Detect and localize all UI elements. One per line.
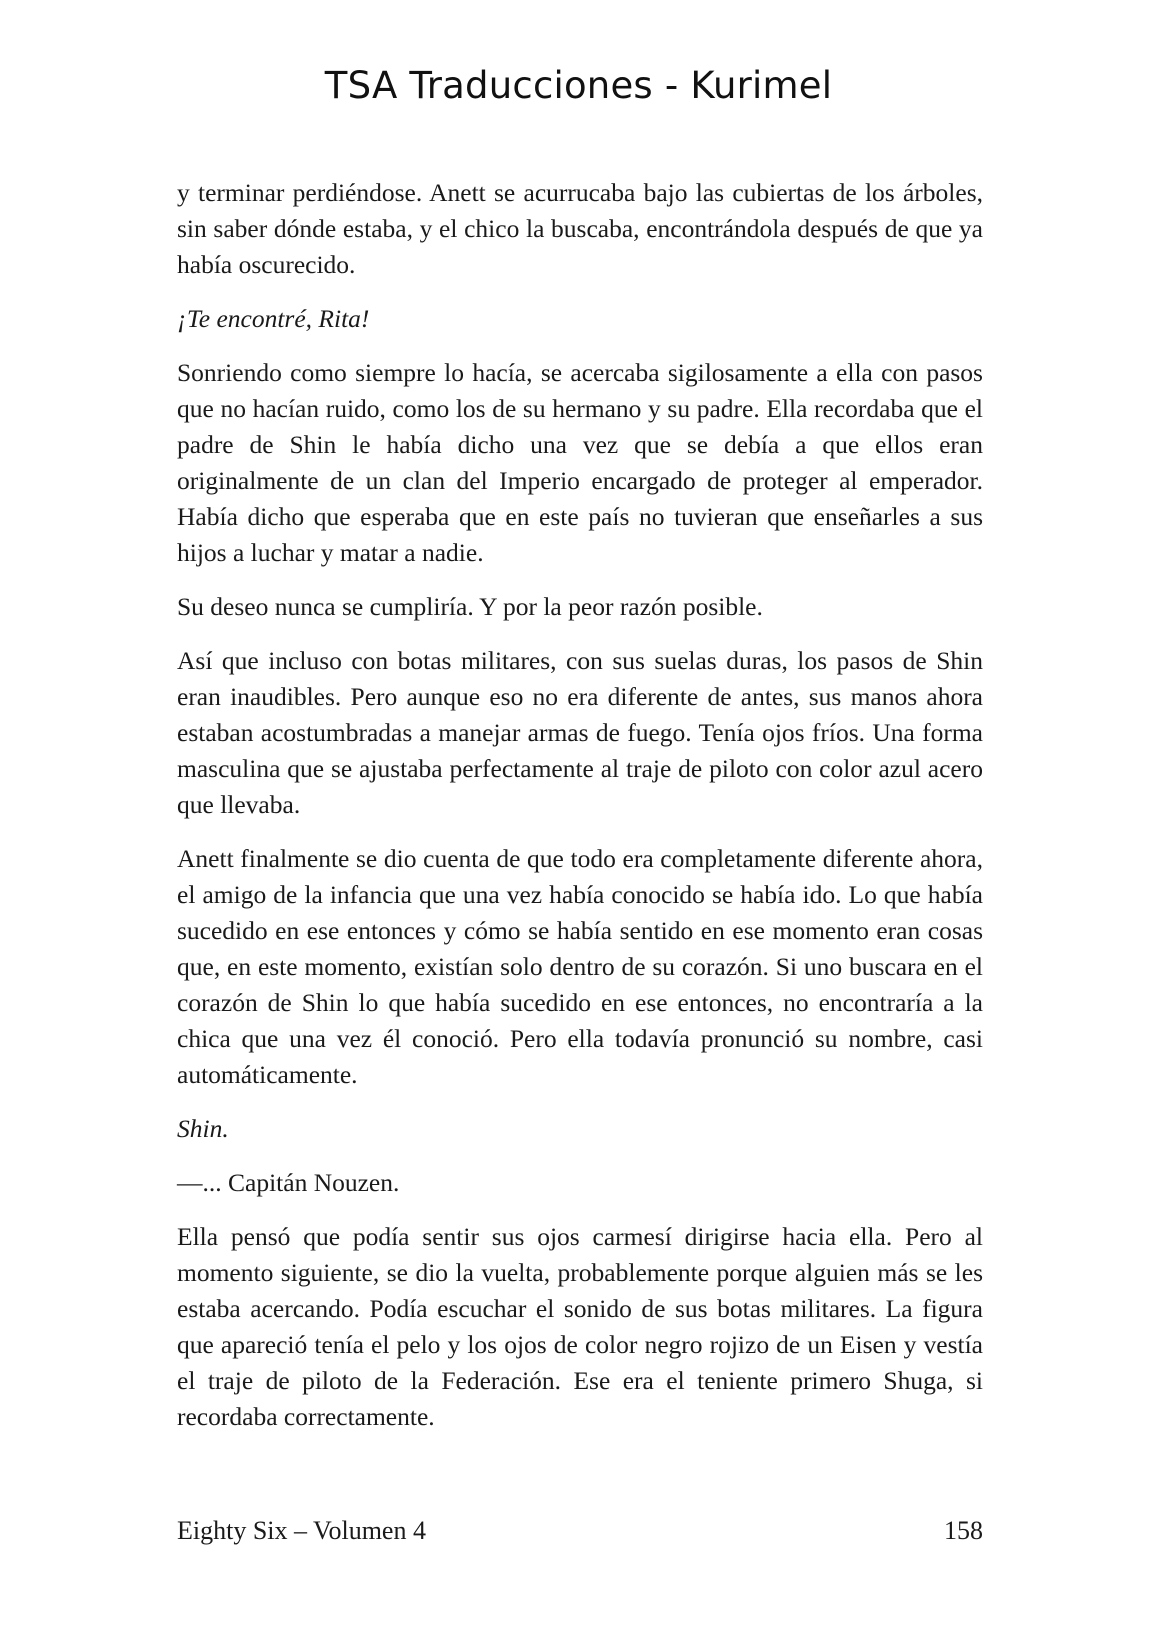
paragraph-5: Así que incluso con botas militares, con sus suelas duras, los pasos de Shin eran inaudibles. Pero aunque eso no era diferente de antes, sus manos ahora estaban acostumbradas a manejar armas de fuego. Tenía ojos fríos. Una forma masculina que se ajustaba perfectamente al traje de piloto con color azul acero que llevaba.	[177, 646, 983, 819]
page-footer	[177, 1516, 983, 1546]
paragraph-6: Anett finalmente se dio cuenta de que todo era completamente diferente ahora, el amigo de la infancia que una vez había conocido se había ido. Lo que había sucedido en ese entonces y cómo se había sentido en ese momento eran cosas que, en este momento, existían solo dentro de su corazón. Si uno buscara en el corazón de Shin lo que había sucedido en ese entonces, no encontraría a la chica que una vez él conoció. Pero ella todavía pronunció su nombre, casi automáticamente.	[177, 844, 983, 1089]
paragraph-3: Sonriendo como siempre lo hacía, se acercaba sigilosamente a ella con pasos que no hacían ruido, como los de su hermano y su padre. Ella recordaba que el padre de Shin le había dicho una vez que se debía a que ellos eran originalmente de un clan del Imperio encargado de proteger al emperador. Había dicho que esperaba que en este país no tuvieran que enseñarles a sus hijos a luchar y matar a nadie.	[177, 358, 983, 567]
footer-page-number: 158	[944, 1516, 983, 1545]
page-header-title: TSA Traducciones - Kurimel	[324, 64, 833, 107]
body-text	[177, 175, 983, 1453]
paragraph-4: Su deseo nunca se cumpliría. Y por la peor razón posible.	[177, 592, 763, 621]
paragraph-2-italic-quote: ¡Te encontré, Rita!	[177, 304, 370, 333]
paragraph-1: y terminar perdiéndose. Anett se acurrucaba bajo las cubiertas de los árboles, sin saber dónde estaba, y el chico la buscaba, encontrándola después de que ya había oscurecido.	[177, 178, 983, 279]
footer-book-title: Eighty Six – Volumen 4	[177, 1516, 426, 1545]
paragraph-9: Ella pensó que podía sentir sus ojos carmesí dirigirse hacia ella. Pero al momento siguiente, se dio la vuelta, probablemente porque alguien más se les estaba acercando. Podía escuchar el sonido de sus botas militares. La figura que apareció tenía el pelo y los ojos de color negro rojizo de un Eisen y vestía el traje de piloto de la Federación. Ese era el teniente primero Shuga, si recordaba correctamente.	[177, 1222, 983, 1431]
paragraph-7-italic-name: Shin.	[177, 1114, 229, 1143]
paragraph-8-dialogue: —... Capitán Nouzen.	[177, 1168, 400, 1197]
